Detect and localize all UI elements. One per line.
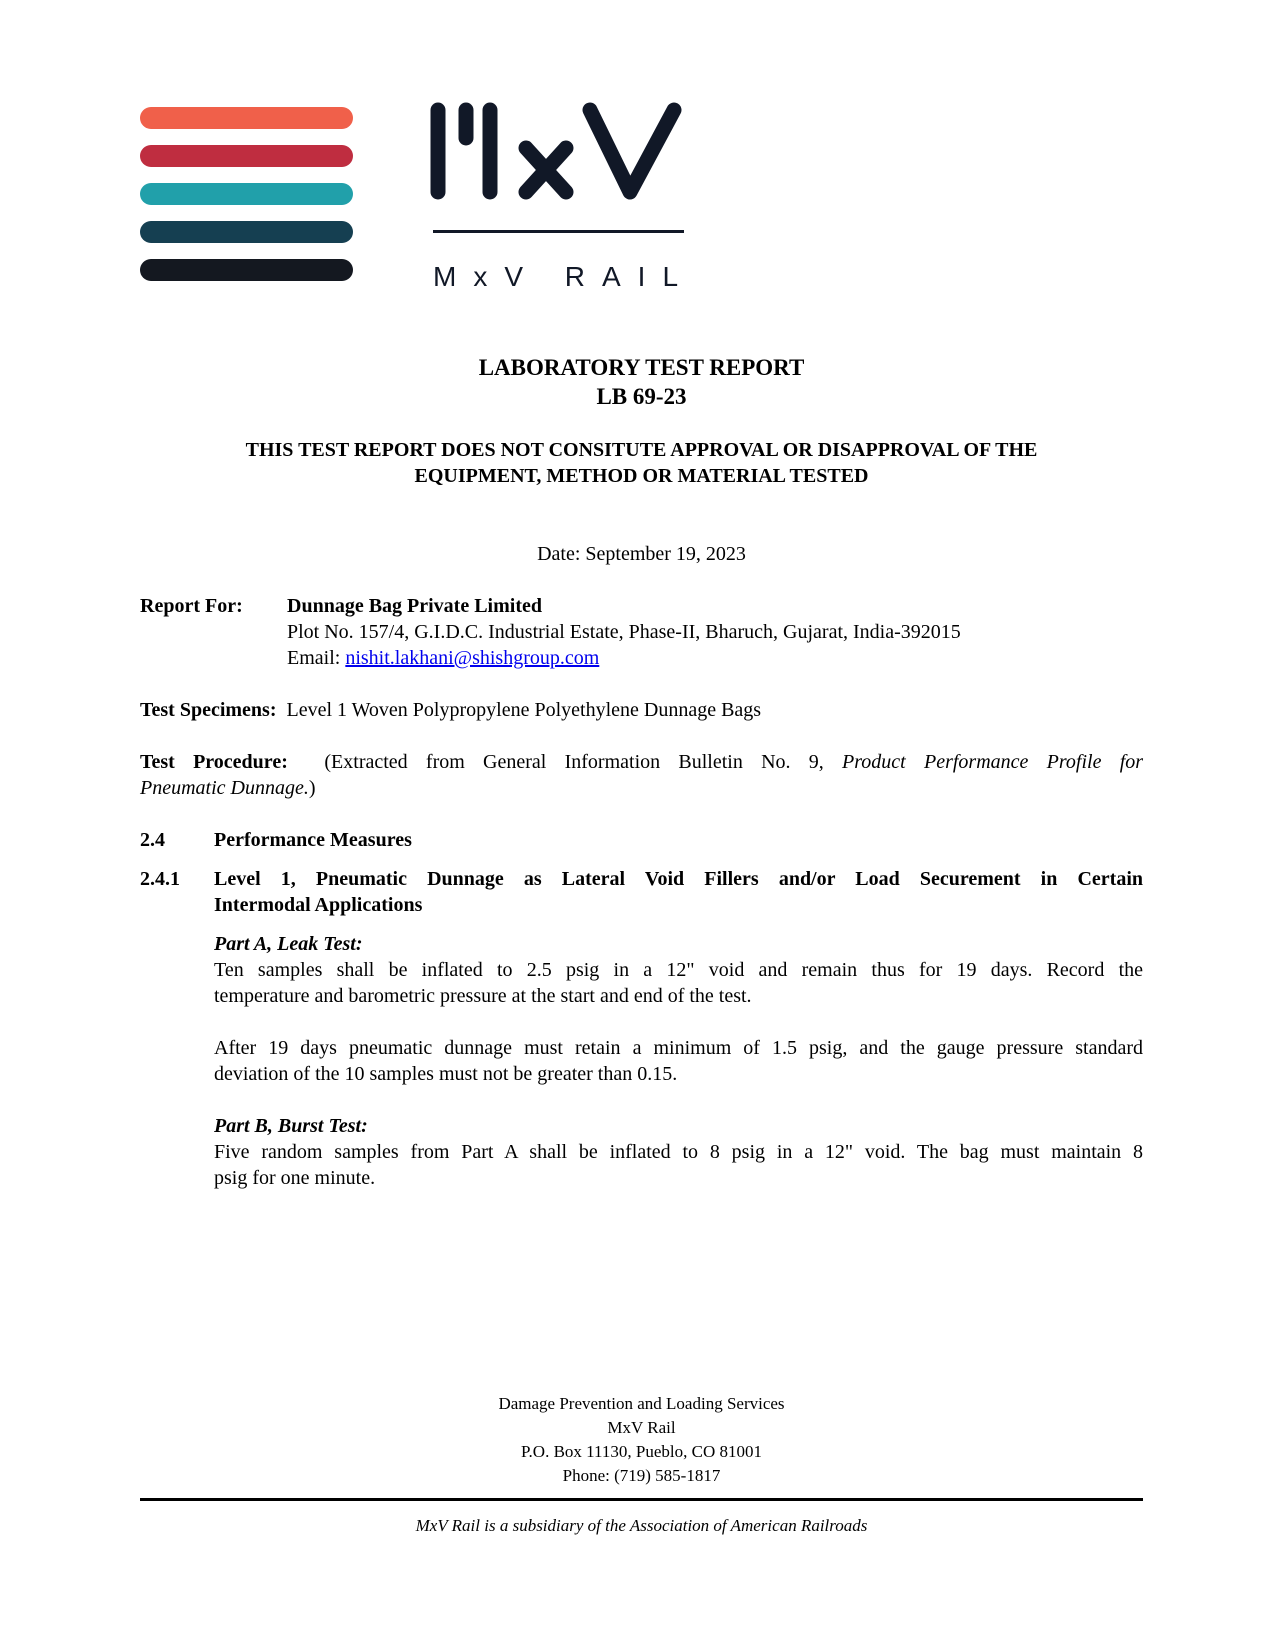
footer-divider <box>140 1498 1143 1501</box>
part-a-para1-line-2: temperature and barometric pressure at the start and end of the test. <box>214 985 752 1007</box>
email-label: Email: <box>287 647 346 669</box>
section-2-4-1-title-line-2: Intermodal Applications <box>214 894 423 916</box>
part-b-heading: Part B, Burst Test: <box>214 1115 368 1137</box>
report-date: Date: September 19, 2023 <box>537 543 746 565</box>
logo-subtitle: MxV RAIL <box>433 261 696 292</box>
test-specimens <box>140 697 761 723</box>
test-procedure-prefix: (Extracted from General Information Bulletin No. 9, <box>324 751 824 773</box>
part-b-line-1: Five random samples from Part A shall be inflated to 8 psig in a 12" void. The bag must maintain 8 <box>214 1141 1143 1163</box>
footer-line-1: Damage Prevention and Loading Services <box>498 1394 785 1413</box>
footer-address <box>140 1392 1143 1488</box>
footer-line-2: MxV Rail <box>607 1418 676 1437</box>
part-b-line-2: psig for one minute. <box>214 1167 376 1189</box>
test-specimens-value: Level 1 Woven Polypropylene Polyethylene Dunnage Bags <box>286 699 762 721</box>
part-a-heading: Part A, Leak Test: <box>214 933 363 955</box>
test-procedure-line-1 <box>140 749 1143 775</box>
test-procedure-suffix: ) <box>308 777 316 799</box>
test-procedure-line-2 <box>140 775 1143 801</box>
disclaimer-line-2: EQUIPMENT, METHOD OR MATERIAL TESTED <box>414 465 869 487</box>
test-specimens-label: Test Specimens: <box>140 699 277 721</box>
bulletin-title-part-1: Product Performance Profile for <box>842 751 1144 773</box>
email-link[interactable]: nishit.lakhani@shishgroup.com <box>345 647 600 669</box>
company-address: Plot No. 157/4, G.I.D.C. Industrial Estate, Phase-II, Bharuch, Gujarat, India-392015 <box>287 621 961 643</box>
logo-divider <box>433 230 684 233</box>
section-2-4-number: 2.4 <box>140 829 165 851</box>
footer-line-4: Phone: (719) 585-1817 <box>562 1466 721 1485</box>
disclaimer-line-1: THIS TEST REPORT DOES NOT CONSITUTE APPROVAL OR DISAPPROVAL OF THE <box>245 439 1038 461</box>
company-email-line <box>287 645 599 671</box>
test-procedure-label: Test Procedure: <box>140 751 288 773</box>
logo-stripe-5 <box>140 259 353 281</box>
logo-stripe-3 <box>140 183 353 205</box>
section-2-4-1-title-line-1: Level 1, Pneumatic Dunnage as Lateral Void Fillers and/or Load Securement in Certain <box>214 868 1143 890</box>
footer-tagline: MxV Rail is a subsidiary of the Association of American Railroads <box>415 1516 868 1535</box>
report-number: LB 69-23 <box>596 384 687 409</box>
footer-line-3: P.O. Box 11130, Pueblo, CO 81001 <box>520 1442 762 1461</box>
part-a-para2-line-1: After 19 days pneumatic dunnage must retain a minimum of 1.5 psig, and the gauge pressure standard <box>214 1037 1143 1059</box>
logo-stripe-1 <box>140 107 353 129</box>
report-for-label: Report For: <box>140 595 243 617</box>
logo-stripe-4 <box>140 221 353 243</box>
report-title: LABORATORY TEST REPORT <box>478 355 805 380</box>
logo-mark <box>428 100 688 204</box>
bulletin-title-part-2: Pneumatic Dunnage. <box>140 777 309 799</box>
company-name: Dunnage Bag Private Limited <box>287 595 542 617</box>
part-a-para2-line-2: deviation of the 10 samples must not be greater than 0.15. <box>214 1063 678 1085</box>
part-a-para1-line-1: Ten samples shall be inflated to 2.5 psig in a 12" void and remain thus for 19 days. Record the <box>214 959 1143 981</box>
section-2-4-title: Performance Measures <box>214 829 412 851</box>
section-2-4-1-number: 2.4.1 <box>140 868 180 890</box>
logo-stripe-2 <box>140 145 353 167</box>
